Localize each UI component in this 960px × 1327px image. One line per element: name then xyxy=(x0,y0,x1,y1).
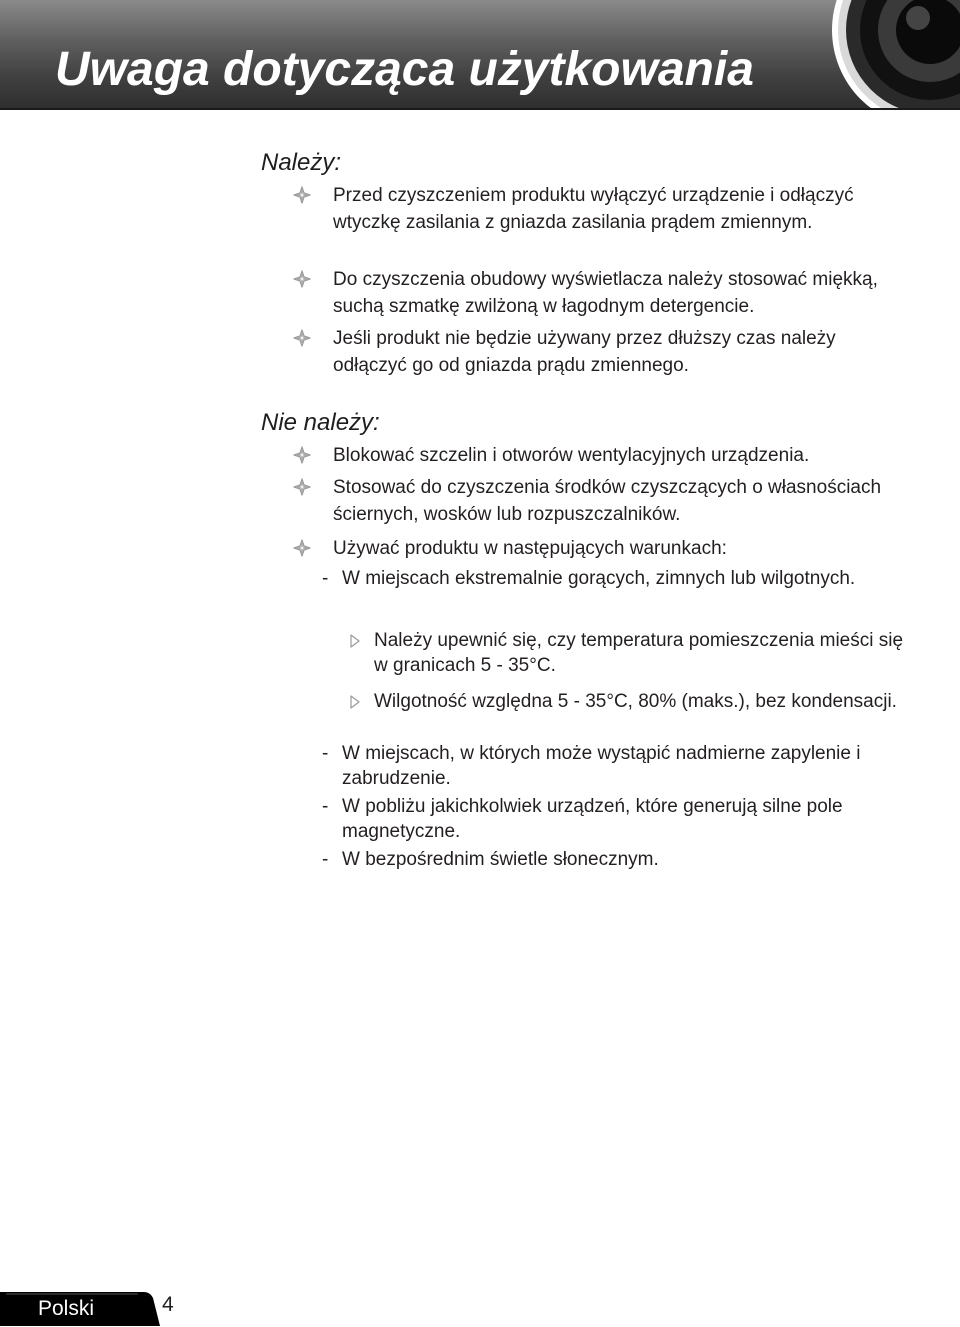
page-number: 4 xyxy=(162,1293,174,1316)
four-point-star-icon xyxy=(293,186,311,204)
sub-condition-item xyxy=(374,689,914,714)
header-divider xyxy=(0,108,960,110)
page-header xyxy=(0,0,960,110)
do-list-item xyxy=(333,266,913,320)
four-point-star-icon xyxy=(293,539,311,557)
condition-item xyxy=(322,566,902,591)
dont-list-item xyxy=(333,442,913,469)
dont-list-item-text: Blokować szczelin i otworów wentylacyjnych urządzenia. xyxy=(333,445,810,466)
dont-section-heading: Nie należy: xyxy=(261,409,380,436)
four-point-star-icon xyxy=(293,446,311,464)
dont-list-item xyxy=(333,535,913,562)
four-point-star-icon xyxy=(293,329,311,347)
sub-condition-item xyxy=(374,628,914,678)
dont-list-item-text: Stosować do czyszczenia środków czyszczących o własnościach ściernych, wosków lub rozpuszczalników. xyxy=(333,477,882,525)
lens-icon xyxy=(830,0,960,110)
condition-text: W bezpośrednim świetle słonecznym. xyxy=(342,849,659,870)
do-list-item-text: Do czyszczenia obudowy wyświetlacza należy stosować miękką, suchą szmatkę zwilżoną w łagodnym detergencie. xyxy=(333,269,878,317)
dash-bullet: - xyxy=(322,568,329,589)
sub-condition-text: Należy upewnić się, czy temperatura pomieszczenia mieści się w granicach 5 - 35°C. xyxy=(374,630,904,676)
condition-item xyxy=(322,741,902,791)
dash-bullet: - xyxy=(322,849,329,870)
triangle-right-icon xyxy=(350,634,360,648)
condition-text: W miejscach ekstremalnie gorących, zimnych lub wilgotnych. xyxy=(342,568,856,589)
do-list-item-text: Jeśli produkt nie będzie używany przez dłuższy czas należy odłączyć go od gniazda prądu zmiennego. xyxy=(333,328,836,376)
condition-item xyxy=(322,847,902,872)
dont-list-item-text: Używać produktu w następujących warunkach: xyxy=(333,538,727,559)
footer-language-label: Polski xyxy=(38,1297,95,1320)
four-point-star-icon xyxy=(293,270,311,288)
four-point-star-icon xyxy=(293,478,311,496)
do-list-item xyxy=(333,182,913,236)
do-section-heading: Należy: xyxy=(261,149,342,176)
dont-list-item xyxy=(333,474,913,528)
page-title: Uwaga dotycząca użytkowania xyxy=(55,43,754,96)
do-list-item-text: Przed czyszczeniem produktu wyłączyć urządzenie i odłączyć wtyczkę zasilania z gniazda zasilania prądem zmiennym. xyxy=(333,185,854,233)
sub-condition-text: Wilgotność względna 5 - 35°C, 80% (maks.), bez kondensacji. xyxy=(374,691,897,712)
triangle-right-icon xyxy=(350,695,360,709)
condition-text: W miejscach, w których może wystąpić nadmierne zapylenie i zabrudzenie. xyxy=(342,743,861,789)
condition-item xyxy=(322,794,902,844)
condition-text: W pobliżu jakichkolwiek urządzeń, które generują silne pole magnetyczne. xyxy=(342,796,843,842)
do-list-item xyxy=(333,325,913,379)
dash-bullet: - xyxy=(322,796,329,817)
dash-bullet: - xyxy=(322,743,329,764)
